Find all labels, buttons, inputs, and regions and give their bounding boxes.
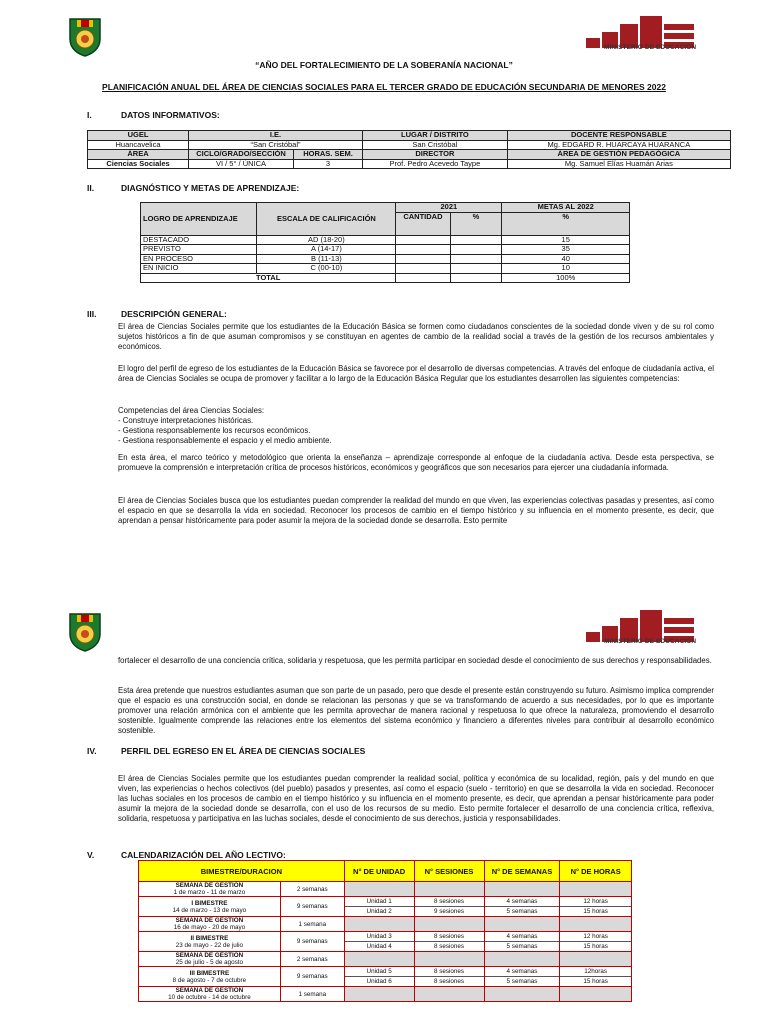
unit-cell: Unidad 5 Unidad 6: [344, 967, 414, 987]
duration-cell: 1 semana: [280, 917, 344, 932]
ministry-label: MINISTERIO DE EDUCACIÓN: [604, 44, 697, 51]
school-crest-icon: [68, 17, 102, 57]
section-3-heading: III. DESCRIPCIÓN GENERAL:: [87, 309, 227, 319]
table-row: [139, 967, 632, 987]
unit-cell: 8 sesiones 9 sesiones: [414, 897, 484, 917]
calendario-table: BIMESTRE/DURACION N° DE UNIDAD N° SESIONES N° DE SEMANAS N° DE HORAS SEMANA DE GESTIÓN 1 de marzo - 11 de marzo 2 semanas I BIMESTRE 14 de marzo - 13 de mayo 9 semanas Unidad 1 Unidad 2 8 sesiones 9 sesiones 4 semanas 5 semanas 12 horas 15 horas SEMANA DE GESTIÓN 16 de mayo - 20 de mayo 1 semana II BIMESTRE 23 de mayo - 22 de julio 9 semanas Unidad 3 Unidad 4 8 sesiones 8 sesiones 4 semanas 5 semanas 12 horas 15 horas SEMANA DE GESTIÓN 25 de julio - 5 de agosto 2 semanas III BIMESTRE 8 de agosto - 7 de octubre 9 semanas Unidad 5 Unidad 6 8 sesiones 8 sesiones 4 semanas 5 semanas 12horas 15 horas SEMANA DE GESTIÓN 10 de octubre - 14 de octubre 1 semana: [138, 860, 632, 1002]
bimestre-cell: SEMANA DE GESTIÓN 10 de octubre - 14 de octubre: [139, 987, 281, 1002]
unit-cell: 4 semanas 5 semanas: [484, 897, 560, 917]
paragraph: El área de Ciencias Sociales permite que los estudiantes puedan comprender la realidad social, política y económica de su localidad, región, país y del mundo en que viven, las experiencias o hechos colectivos (del pueblo) pasados y presentes, así como el espacio (suelo - territorio) en que se desarrolla la vida en sociedad. Reconocer las luchas sociales en los procesos de cambio en el tiempo histórico y su influencia en el momento presente, es decir, que aprendan a pensar históricamente para poder asumir la mejora de la sociedad donde se desarrolla, con el uso de los recursos de su medio. Esto permite fortalecer el desarrollo de una conciencia crítica, reflexiva, solidaria, respetuosa y participativa en las luchas sociales, desde el conocimiento de sus derechos, justicia y responsabilidades.: [118, 774, 714, 823]
table-row: [139, 882, 632, 897]
bimestre-cell: I BIMESTRE 14 de marzo - 13 de mayo: [139, 897, 281, 917]
bimestre-cell: SEMANA DE GESTIÓN 1 de marzo - 11 de marzo: [139, 882, 281, 897]
unit-cell: [560, 917, 632, 932]
unit-cell: 4 semanas 5 semanas: [484, 967, 560, 987]
school-crest-icon: [68, 612, 102, 652]
unit-cell: 12horas 15 horas: [560, 967, 632, 987]
duration-cell: 1 semana: [280, 987, 344, 1002]
unit-cell: [344, 882, 414, 897]
table-row: EN PROCESO B (11-13) 40: [141, 254, 630, 264]
paragraph: fortalecer el desarrollo de una conciencia crítica, solidaria y respetuosa, que les permita participar en sociedad desde el conocimiento de sus derechos y responsabilidades.: [118, 656, 712, 665]
duration-cell: 9 semanas: [280, 932, 344, 952]
paragraph: El logro del perfil de egreso de los estudiantes de la Educación Básica se favorece por el desarrollo de diversas competencias. A través del enfoque de ciudadanía activa, el área de Ciencias Sociales se ocupa de promover y facilitar a lo largo de la Educación Básica Regular que los estudiantes desarrollen las siguientes competencias:: [118, 364, 714, 383]
section-1-heading: I. DATOS INFORMATIVOS:: [87, 110, 220, 120]
table-row: [139, 952, 632, 967]
duration-cell: 9 semanas: [280, 897, 344, 917]
duration-cell: 2 semanas: [280, 882, 344, 897]
unit-cell: [484, 987, 560, 1002]
unit-cell: 4 semanas 5 semanas: [484, 932, 560, 952]
duration-cell: 9 semanas: [280, 967, 344, 987]
ministry-logo: [586, 606, 696, 654]
table-row: EN INICIO C (00-10) 10: [141, 264, 630, 274]
unit-cell: Unidad 3 Unidad 4: [344, 932, 414, 952]
unit-cell: [484, 882, 560, 897]
competencias-list: Competencias del área Ciencias Sociales: - Construye interpretaciones históricas. - Gestiona responsablemente los recursos económicos. - Gestiona responsablemente el espacio y el medio ambiente.: [118, 406, 332, 445]
table-row: [139, 897, 632, 917]
table-row: [139, 932, 632, 952]
duration-cell: 2 semanas: [280, 952, 344, 967]
section-4-heading: IV. PERFIL DEL EGRESO EN EL ÁREA DE CIENCIAS SOCIALES: [87, 746, 366, 756]
table-row: PREVISTO A (14-17) 35: [141, 245, 630, 255]
unit-cell: 12 horas 15 horas: [560, 932, 632, 952]
paragraph: En esta área, el marco teórico y metodológico que orienta la enseñanza – aprendizaje corresponde al enfoque de la ciudadanía activa. Desde esta perspectiva, se promueve la comprensión e interpretación crítica de procesos históricos, económicos y geográficos que son necesarios para ejercer una ciudadanía informada.: [118, 453, 714, 472]
datos-table: UGEL I.E. LUGAR / DISTRITO DOCENTE RESPONSABLE Huancavelica “San Cristóbal” San Cristóbal Mg. EDGARD R. HUARCAYA HUARANCA ÁREA CICLO/GRADO/SECCIÓN HORAS. SEM. DIRECTOR ÁREA DE GESTIÓN PEDAGÓGICA Ciencias Sociales VI / 5° / ÚNICA 3 Prof. Pedro Acevedo Taype Mg. Samuel Elías Huamán Arias: [87, 130, 731, 169]
unit-cell: [344, 987, 414, 1002]
unit-cell: 8 sesiones 8 sesiones: [414, 967, 484, 987]
ministry-label: MINISTERIO DE EDUCACIÓN: [604, 638, 697, 645]
table-row: [139, 987, 632, 1002]
section-5-heading: V. CALENDARIZACIÓN DEL AÑO LECTIVO:: [87, 850, 286, 860]
unit-cell: [414, 917, 484, 932]
paragraph: Esta área pretende que nuestros estudiantes asuman que son parte de un pasado, pero que desde el presente están construyendo su futuro. Asimismo implica comprender que el espacio es una construcción social, en donde se relacionan las personas y que se va transformando de acuerdo a sus necesidades, por lo que es importante promover una relación armónica con el ambiente que les permita aprovechar de manera racional y respetuosa lo que ofrece la naturaleza, promoviendo el desarrollo sostenible. Igualmente comprende las relaciones entre los elementos del sistema económico y financiero a diferentes niveles para contribuir al desarrollo económico sostenible.: [118, 686, 714, 735]
ministry-logo: [586, 12, 696, 60]
unit-cell: 12 horas 15 horas: [560, 897, 632, 917]
bimestre-cell: III BIMESTRE 8 de agosto - 7 de octubre: [139, 967, 281, 987]
unit-cell: [414, 987, 484, 1002]
unit-cell: [344, 917, 414, 932]
unit-cell: [484, 917, 560, 932]
diagnostico-table: LOGRO DE APRENDIZAJE ESCALA DE CALIFICACIÓN 2021 METAS AL 2022 CANTIDAD % % DESTACADO AD (18-20) 15 PREVISTO A (14-17) 35 EN PROCESO B (11-13) 40 EN INICIO C (00-10) 10 TOTAL 100%: [140, 202, 630, 283]
motto: “AÑO DEL FORTALECIMIENTO DE LA SOBERANÍA NACIONAL”: [255, 60, 513, 70]
unit-cell: [560, 952, 632, 967]
bimestre-cell: SEMANA DE GESTIÓN 16 de mayo - 20 de mayo: [139, 917, 281, 932]
unit-cell: [414, 882, 484, 897]
unit-cell: Unidad 1 Unidad 2: [344, 897, 414, 917]
unit-cell: [484, 952, 560, 967]
paragraph: El área de Ciencias Sociales busca que los estudiantes puedan comprender la realidad del mundo en que viven, las experiencias colectivas pasadas y presentes, así como el espacio en que se desarrolla la vida en sociedad. Reconocer los procesos de cambio en el tiempo histórico y su influencia en el momento presente, es decir, que aprendan a pensar históricamente para poder asumir la mejora de la sociedad donde se desarrolla. Esto permite: [118, 496, 714, 525]
unit-cell: [414, 952, 484, 967]
unit-cell: [344, 952, 414, 967]
table-row: DESTACADO AD (18-20) 15: [141, 235, 630, 245]
table-row: [139, 917, 632, 932]
section-2-heading: II. DIAGNÓSTICO Y METAS DE APRENDIZAJE:: [87, 183, 300, 193]
plan-title: PLANIFICACIÓN ANUAL DEL ÁREA DE CIENCIAS SOCIALES PARA EL TERCER GRADO DE EDUCACIÓN SECUNDARIA DE MENORES 2022: [102, 82, 666, 92]
paragraph: El área de Ciencias Sociales permite que los estudiantes de la Educación Básica se formen como ciudadanos conscientes de la sociedad donde viven y de su rol como sujetos históricos a fin de que asuman compromisos y se constituyan en agentes de cambio de la realidad social a través de la gestión de los recursos ambientales y económicos.: [118, 322, 714, 351]
unit-cell: [560, 882, 632, 897]
unit-cell: 8 sesiones 8 sesiones: [414, 932, 484, 952]
unit-cell: [560, 987, 632, 1002]
bimestre-cell: II BIMESTRE 23 de mayo - 22 de julio: [139, 932, 281, 952]
bimestre-cell: SEMANA DE GESTIÓN 25 de julio - 5 de agosto: [139, 952, 281, 967]
